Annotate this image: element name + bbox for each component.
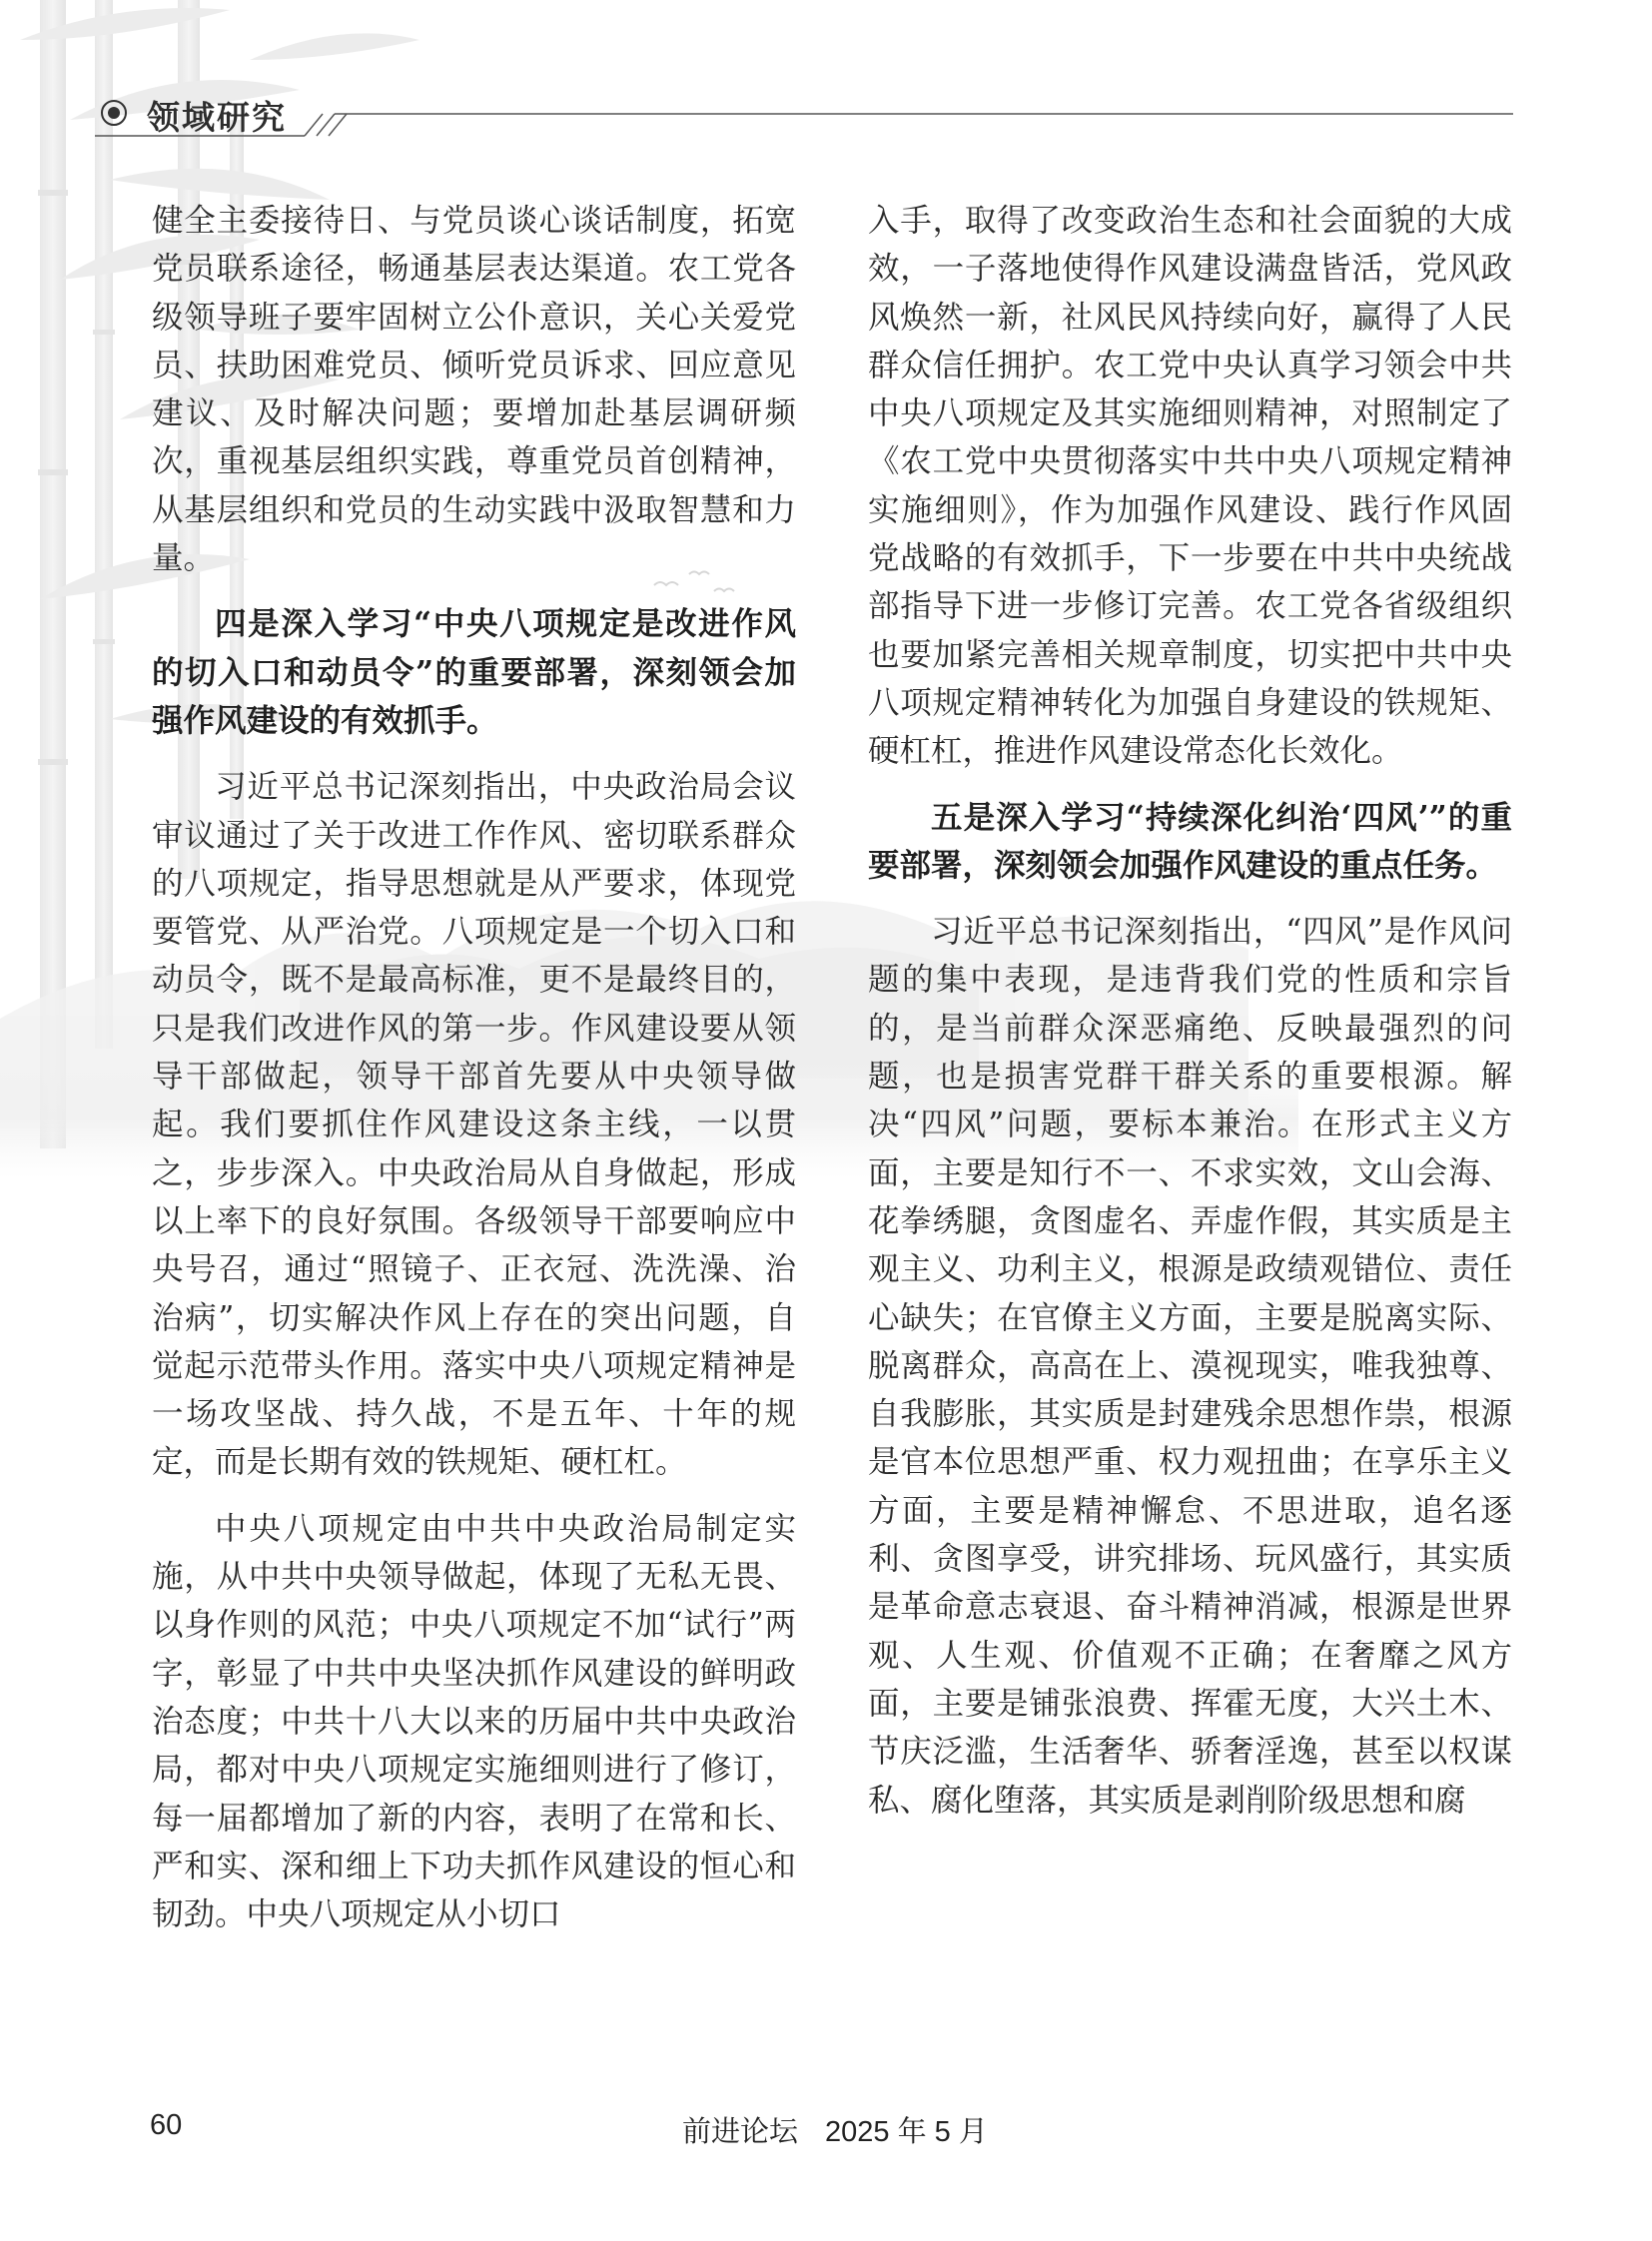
paragraph: 习近平总书记深刻指出，中央政治局会议审议通过了关于改进工作作风、密切联系群众的八项规定，指导思想就是从严要求，体现党要管党、从严治党。八项规定是一个切入口和动员令，既不是最高标准，更不是最终目的，只是我们改进作风的第一步。作风建设要从领导干部做起，领导干部首先要从中央领导做起。我们要抓住作风建设这条主线，一以贯之，步步深入。中央政治局从自身做起，形成以上率下的良好氛围。各级领导干部要响应中央号召，通过“照镜子、正衣冠、洗洗澡、治治病”，切实解决作风上存在的突出问题，自觉起示范带头作用。落实中央八项规定精神是一场攻坚战、持久战，不是五年、十年的规定，而是长期有效的铁规矩、硬杠杠。	[152, 769, 796, 1481]
paragraph: 入手，取得了改变政治生态和社会面貌的大成效，一子落地使得作风建设满盘皆活，党风政风焕然一新，社风民风持续向好，赢得了人民群众信任拥护。农工党中央认真学习领会中共中央八项规定及其实施细则精神，对照制定了《农工党中央贯彻落实中共中央八项规定精神实施细则》，作为加强作风建设、践行作风固党战略的有效抓手，下一步要在中共中央统战部指导下进一步修订完善。农工党各省级组织也要加紧完善相关规章制度，切实把中共中央八项规定精神转化为加强自身建设的铁规矩、硬杠杠，推进作风建设常态化长效化。	[868, 203, 1512, 770]
left-column	[152, 197, 796, 1956]
page-number: 60	[150, 2109, 183, 2141]
paragraph: 习近平总书记深刻指出，“四风”是作风问题的集中表现，是违背我们党的性质和宗旨的，是当前群众深恶痛绝、反映最强烈的问题，也是损害党群干群关系的重要根源。解决“四风”问题，要标本兼治。在形式主义方面，主要是知行不一、不求实效，文山会海、花拳绣腿，贪图虚名、弄虚作假，其实质是主观主义、功利主义，根源是政绩观错位、责任心缺失；在官僚主义方面，主要是脱离实际、脱离群众，高高在上、漠视现实，唯我独尊、自我膨胀，其实质是封建残余思想作祟，根源是官本位思想严重、权力观扭曲；在享乐主义方面，主要是精神懈怠、不思进取，追名逐利、贪图享受，讲究排场、玩风盛行，其实质是革命意志衰退、奋斗精神消减，根源是世界观、人生观、价值观不正确；在奢靡之风方面，主要是铺张浪费、挥霍无度，大兴土木、节庆泛滥，生活奢华、骄奢淫逸，甚至以权谋私、腐化堕落，其实质是剥削阶级思想和腐	[868, 914, 1512, 1819]
section-heading: 五是深入学习“持续深化纠治‘四风’”的重要部署，深刻领会加强作风建设的重点任务。	[868, 798, 1512, 884]
right-column	[868, 197, 1512, 1843]
page-header	[95, 88, 1513, 148]
header-divider-line	[95, 88, 1513, 148]
target-circle-icon	[99, 98, 129, 128]
paragraph: 中央八项规定由中共中央政治局制定实施，从中共中央领导做起，体现了无私无畏、以身作则的风范；中央八项规定不加“试行”两字，彰显了中共中央坚决抓作风建设的鲜明政治态度；中共十八大以来的历届中共中央政治局，都对中央八项规定实施细则进行了修订，每一届都增加了新的内容，表明了在常和长、严和实、深和细上下功夫抓作风建设的恒心和韧劲。中央八项规定从小切口	[152, 1510, 796, 1933]
issue-date: 2025 年 5 月	[825, 2116, 988, 2148]
paragraph: 健全主委接待日、与党员谈心谈话制度，拓宽党员联系途径，畅通基层表达渠道。农工党各级领导班子要牢固树立公仆意识，关心关爱党员、扶助困难党员、倾听党员诉求、回应意见建议、及时解决问题；要增加赴基层调研频次，重视基层组织实践，尊重党员首创精神，从基层组织和党员的生动实践中汲取智慧和力量。	[152, 203, 796, 577]
section-title: 领域研究	[147, 98, 287, 137]
section-heading: 四是深入学习“中央八项规定是改进作风的切入口和动员令”的重要部署，深刻领会加强作风建设的有效抓手。	[152, 605, 796, 739]
journal-name: 前进论坛	[682, 2116, 799, 2148]
